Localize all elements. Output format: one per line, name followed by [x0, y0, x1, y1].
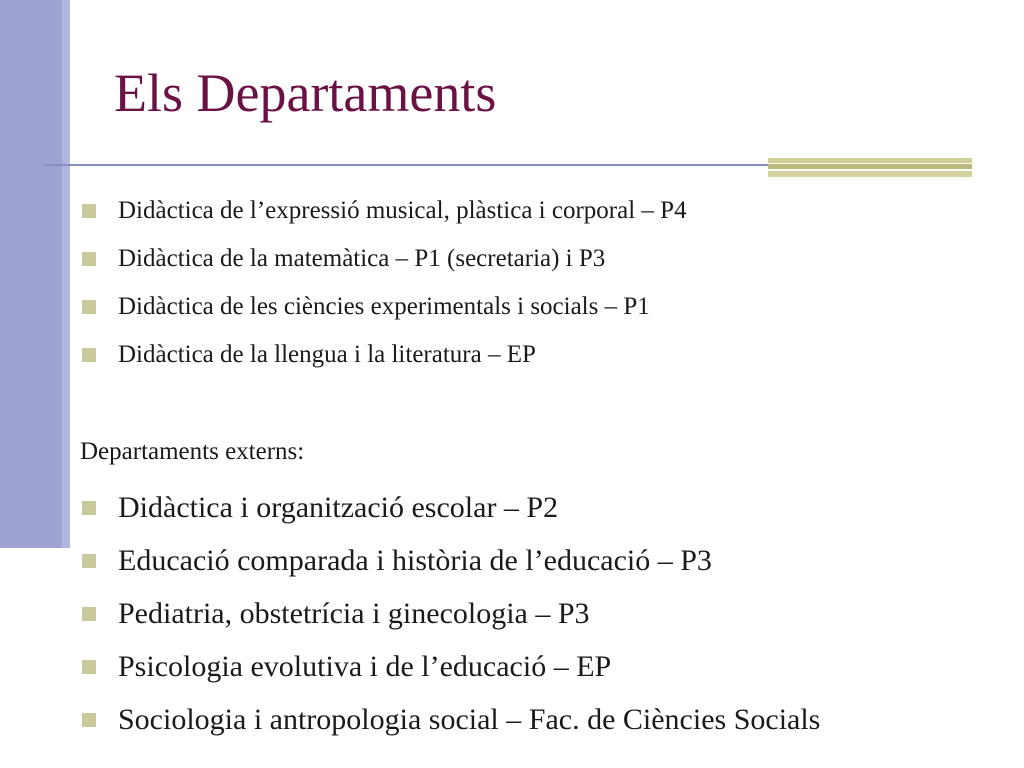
department-label: Didàctica de les ciències experimentals i socials – P1: [118, 293, 650, 320]
list-item: [80, 241, 687, 289]
square-bullet-icon: [82, 501, 96, 515]
list-item: [80, 289, 687, 337]
list-item: [80, 488, 820, 541]
left-decor-bar: [0, 0, 70, 548]
external-departments-heading: Departaments externs:: [80, 438, 305, 465]
department-label: Psicologia evolutiva i de l’educació – EP: [118, 650, 612, 683]
department-label: Didàctica de la matemàtica – P1 (secretaria) i P3: [118, 245, 606, 272]
department-label: Didàctica i organització escolar – P2: [118, 491, 559, 524]
department-label: Didàctica de la llengua i la literatura – EP: [118, 341, 536, 368]
slide-title: Els Departaments: [114, 63, 497, 123]
list-item: [80, 647, 820, 700]
department-label: Didàctica de l’expressió musical, plàstica i corporal – P4: [118, 197, 687, 224]
departments-list: [80, 193, 687, 385]
square-bullet-icon: [82, 713, 96, 727]
external-departments-list: [80, 488, 820, 753]
square-bullet-icon: [82, 554, 96, 568]
title-underline: [44, 164, 768, 166]
square-bullet-icon: [82, 252, 96, 266]
list-item: [80, 337, 687, 385]
department-label: Educació comparada i història de l’educació – P3: [118, 544, 712, 577]
square-bullet-icon: [82, 348, 96, 362]
square-bullet-icon: [82, 204, 96, 218]
accent-stripes: [768, 158, 972, 178]
list-item: [80, 700, 820, 753]
department-label: Sociologia i antropologia social – Fac. de Ciències Socials: [118, 703, 821, 736]
square-bullet-icon: [82, 300, 96, 314]
square-bullet-icon: [82, 607, 96, 621]
list-item: [80, 541, 820, 594]
list-item: [80, 594, 820, 647]
square-bullet-icon: [82, 660, 96, 674]
left-decor-bar-edge: [62, 0, 70, 548]
list-item: [80, 193, 687, 241]
department-label: Pediatria, obstetrícia i ginecologia – P3: [118, 597, 590, 630]
